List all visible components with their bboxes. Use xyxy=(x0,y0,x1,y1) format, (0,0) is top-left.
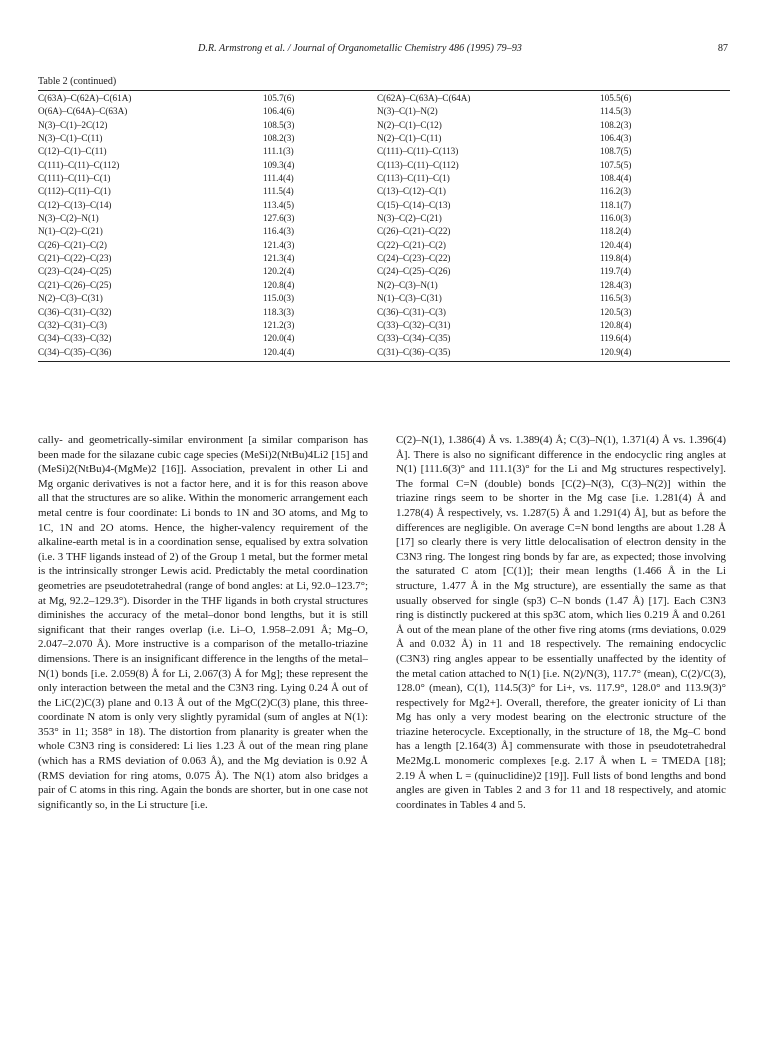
bond-angle-value: 105.5(6) xyxy=(600,93,632,103)
bond-angle-value: 108.2(3) xyxy=(263,133,295,144)
bond-angle-label: O(6A)–C(64A)–C(63A) xyxy=(38,106,128,117)
table-row xyxy=(38,105,730,118)
table-body xyxy=(38,91,730,362)
table-row xyxy=(38,306,730,319)
bond-angle-value: 119.6(4) xyxy=(600,333,632,344)
bond-angle-value: 113.4(5) xyxy=(263,199,295,210)
bond-angle-value: 115.0(3) xyxy=(263,293,295,304)
running-header xyxy=(38,42,728,56)
bond-angle-value: 120.0(4) xyxy=(263,333,295,344)
table-row xyxy=(38,252,730,265)
bond-angle-label: C(33)–C(34)–C(35) xyxy=(377,333,451,344)
bond-angle-label: N(1)–C(3)–C(31) xyxy=(377,293,442,304)
bond-angle-value: 118.3(3) xyxy=(263,306,295,317)
table-row xyxy=(38,225,730,238)
bond-angle-label: C(21)–C(26)–C(25) xyxy=(38,279,112,290)
bond-angle-label: C(62A)–C(63A)–C(64A) xyxy=(377,93,471,103)
table-row xyxy=(38,185,730,198)
bond-angle-label: N(3)–C(1)–N(2) xyxy=(377,106,438,117)
page-number: 87 xyxy=(717,43,728,54)
table-row xyxy=(38,346,730,362)
bond-angle-value: 111.4(4) xyxy=(263,173,294,184)
bond-angle-value: 116.0(3) xyxy=(600,213,632,224)
bond-angle-label: C(12)–C(13)–C(14) xyxy=(38,199,112,210)
table-row xyxy=(38,279,730,292)
bond-angle-label: N(1)–C(2)–C(21) xyxy=(38,226,103,237)
bond-angle-value: 121.3(4) xyxy=(263,253,295,264)
bond-angle-value: 108.4(4) xyxy=(600,173,632,184)
bond-angle-value: 118.2(4) xyxy=(600,226,632,237)
table-row xyxy=(38,319,730,332)
bond-angle-label: C(111)–C(11)–C(113) xyxy=(377,146,459,157)
bond-angle-label: C(113)–C(11)–C(1) xyxy=(377,173,450,184)
bond-angle-value: 118.1(7) xyxy=(600,199,632,210)
bond-angle-label: C(26)–C(21)–C(22) xyxy=(377,226,451,237)
bond-angle-table xyxy=(38,90,730,362)
left-text-column xyxy=(38,433,368,812)
table-row xyxy=(38,265,730,278)
bond-angle-value: 116.5(3) xyxy=(600,293,632,304)
bond-angle-label: N(3)–C(1)–2C(12) xyxy=(38,119,108,130)
bond-angle-label: C(36)–C(31)–C(32) xyxy=(38,306,112,317)
running-title: D.R. Armstrong et al. / Journal of Organometallic Chemistry 486 (1995) 79–93 xyxy=(198,43,522,54)
bond-angle-label: N(3)–C(2)–N(1) xyxy=(38,213,99,224)
table-row xyxy=(38,119,730,132)
table-row xyxy=(38,91,730,106)
bond-angle-label: C(24)–C(23)–C(22) xyxy=(377,253,451,264)
bond-angle-value: 120.2(4) xyxy=(263,266,295,277)
bond-angle-value: 105.7(6) xyxy=(263,93,295,103)
bond-angle-label: C(31)–C(36)–C(35) xyxy=(377,346,451,357)
bond-angle-label: C(34)–C(35)–C(36) xyxy=(38,346,112,357)
table-row xyxy=(38,132,730,145)
bond-angle-label: C(24)–C(25)–C(26) xyxy=(377,266,451,277)
bond-angle-label: C(15)–C(14)–C(13) xyxy=(377,199,451,210)
paragraph: cally- and geometrically-similar environment [a similar comparison has been made for the silazane cubic cage species (MeSi)2(NtBu)4Li2 [15] and (MeSi)2(NtBu)4-(MgMe)2 [16]]. Association, prevalent in other Li and Mg organic derivatives is not a factor here, and it is for this reason above all that the structures are so alike. Within the monomeric arrangement each metal centre is four coordinate: Li bonds to 1N and 3O atoms, and Mg to 1C, 1N and 2O atoms. Hence, the higher-valency requirement of the alkaline-earth metal is in a coordination sense, equalised by extra solvation (i.e. 3 THF ligands instead of 2) of the Group 1 metal, but the former metal is the intrinsically stronger Lewis acid. Predictably the metal coordination geometries are pseudotetrahedral (range of bond angles: at Li, 92.0–123.7°; at Mg, 92.2–129.3°). Disorder in the THF ligands in both crystal structures diminishes the accuracy of the metal–donor bond lengths, but it is still significant that their ranges overlap (i.e. Li–O, 1.958–2.091 Å; Mg–O, 2.047–2.070 Å). More instructive is a comparison of the metallo-triazine dimensions. There is an insignificant difference in the lengths of the metal–N(1) bonds [i.e. 2.059(8) Å for Li, 2.067(3) Å for Mg]; these represent the only interaction between the metal and the C3N3 ring. Lying 0.24 Å out of the LiC(2)C(3) plane and 0.13 Å out of the MgC(2)C(3) plane, this three-coordinate N atom is only very slightly pyramidal (sum of angles at N(1): 353° in 11; 358° in 18). The distortion from planarity is greater when the whole C3N3 ring is considered: Li lies 1.23 Å out of the mean ring plane (which has a RMS deviation of 0.063 Å), and the Mg deviation is 0.92 Å (RMS deviation for ring atoms, 0.075 Å). The N(1) atom also bridges a pair of C atoms in this ring. Again the bonds are shorter, but in one case not significantly so, in the Li structure [i.e. xyxy=(38,434,368,811)
bond-angle-label: C(22)–C(21)–C(2) xyxy=(377,239,446,250)
bond-angle-label: C(32)–C(31)–C(3) xyxy=(38,319,107,330)
paragraph: C(2)–N(1), 1.386(4) Å vs. 1.389(4) Å; C(3)–N(1), 1.371(4) Å vs. 1.396(4) Å]. There is also no significant difference in the endocyclic ring angles at N(1) [111.6(3)° and 111.1(3)° for the Li and Mg structures respectively]. The formal C=N (double) bonds [C(2)–N(3), C(3)–N(2)] within the triazine rings seem to be shorter in the Mg case [i.e. 1.281(4) Å and 1.278(4) Å respectively, vs. 1.287(5) Å and 1.291(4) Å], but as before the differences are negligible. On average C=N bond lengths are about 1.28 Å [17] so clearly there is very little delocalisation of electron density in the C3N3 ring. The longest ring bonds by far are, as expected; those involving the saturated C atom [C(1)]; their mean lengths (1.466 Å in the Li structure, 1.477 Å in the Mg structure), are essentially the same as that usually observed for single (sp3) C–N bonds (1.47 Å) [17]. Each C3N3 ring is distinctly puckered at this sp3C atom, which lies 0.219 Å and 0.261 Å out of the mean plane of the other five ring atoms (rms deviations, 0.029 Å and 0.032 Å) in 11 and 18 respectively. The remaining endocyclic (C3N3) ring angles appear to be essentially unaffected by the identity of the metal cation attached to N(1) [i.e. N(2)/N(3), 117.7° (mean), C(2)/C(3), 128.0° (mean), C(1), 114.5(3)° for Li+, vs. 117.9°, 128.0° and 113.9(3)° respectively for Mg2+]. Overall, therefore, the greater ionicity of Li than Mg has only a very modest bearing on the electronic structure of the triazine heterocycle. Exceptionally, in the structure of 18, the Mg–C bond has a length [2.164(3) Å] commensurate with those in pseudotetrahedral Me2Mg.L monomeric complexes [e.g. 2.17 Å when L = TMEDA [18]; 2.19 Å when L = (quinuclidine)2 [19]]. Full lists of bond lengths and bond angles are given in Tables 2 and 3 for 11 and 18 respectively, and atomic coordinates in Tables 4 and 5. xyxy=(396,434,726,811)
bond-angle-value: 116.4(3) xyxy=(263,226,295,237)
bond-angle-label: C(113)–C(11)–C(112) xyxy=(377,159,459,170)
bond-angle-label: C(112)–C(11)–C(1) xyxy=(38,186,111,197)
bond-angle-label: C(63A)–C(62A)–C(61A) xyxy=(38,93,132,103)
table-row xyxy=(38,145,730,158)
bond-angle-label: C(26)–C(21)–C(2) xyxy=(38,239,107,250)
bond-angle-value: 108.7(5) xyxy=(600,146,632,157)
bond-angle-value: 127.6(3) xyxy=(263,213,295,224)
bond-angle-label: N(2)–C(1)–C(12) xyxy=(377,119,442,130)
bond-angle-label: N(2)–C(3)–N(1) xyxy=(377,279,438,290)
bond-angle-label: N(3)–C(1)–C(11) xyxy=(38,133,103,144)
bond-angle-label: C(13)–C(12)–C(1) xyxy=(377,186,446,197)
table-row xyxy=(38,292,730,305)
bond-angle-value: 108.2(3) xyxy=(600,119,632,130)
bond-angle-label: C(23)–C(24)–C(25) xyxy=(38,266,112,277)
bond-angle-label: N(2)–C(1)–C(11) xyxy=(377,133,442,144)
bond-angle-value: 108.5(3) xyxy=(263,119,295,130)
bond-angle-label: C(111)–C(11)–C(112) xyxy=(38,159,120,170)
table-row xyxy=(38,172,730,185)
bond-angle-value: 121.4(3) xyxy=(263,239,295,250)
table-caption: Table 2 (continued) xyxy=(38,76,117,87)
bond-angle-label: N(2)–C(3)–C(31) xyxy=(38,293,103,304)
right-text-column xyxy=(396,433,726,812)
bond-angle-value: 106.4(3) xyxy=(600,133,632,144)
bond-angle-value: 119.7(4) xyxy=(600,266,632,277)
table-row xyxy=(38,332,730,345)
table-row xyxy=(38,159,730,172)
bond-angle-value: 120.8(4) xyxy=(600,319,632,330)
table-row xyxy=(38,199,730,212)
bond-angle-value: 120.9(4) xyxy=(600,346,632,357)
bond-angle-value: 109.3(4) xyxy=(263,159,295,170)
bond-angle-value: 128.4(3) xyxy=(600,279,632,290)
bond-angle-value: 119.8(4) xyxy=(600,253,632,264)
bond-angle-label: C(12)–C(1)–C(11) xyxy=(38,146,107,157)
bond-angle-value: 106.4(6) xyxy=(263,106,295,117)
bond-angle-label: C(34)–C(33)–C(32) xyxy=(38,333,112,344)
bond-angle-value: 114.5(3) xyxy=(600,106,632,117)
bond-angle-label: C(36)–C(31)–C(3) xyxy=(377,306,446,317)
bond-angle-value: 121.2(3) xyxy=(263,319,295,330)
bond-angle-value: 107.5(5) xyxy=(600,159,632,170)
bond-angle-label: C(33)–C(32)–C(31) xyxy=(377,319,451,330)
bond-angle-label: C(21)–C(22)–C(23) xyxy=(38,253,112,264)
bond-angle-value: 120.5(3) xyxy=(600,306,632,317)
bond-angle-value: 120.4(4) xyxy=(600,239,632,250)
bond-angle-label: C(111)–C(11)–C(1) xyxy=(38,173,111,184)
bond-angle-value: 111.1(3) xyxy=(263,146,294,157)
table-row xyxy=(38,212,730,225)
bond-angle-value: 111.5(4) xyxy=(263,186,294,197)
bond-angle-value: 116.2(3) xyxy=(600,186,632,197)
bond-angle-value: 120.4(4) xyxy=(263,346,295,357)
bond-angle-value: 120.8(4) xyxy=(263,279,295,290)
bond-angle-label: N(3)–C(2)–C(21) xyxy=(377,213,442,224)
table-row xyxy=(38,239,730,252)
